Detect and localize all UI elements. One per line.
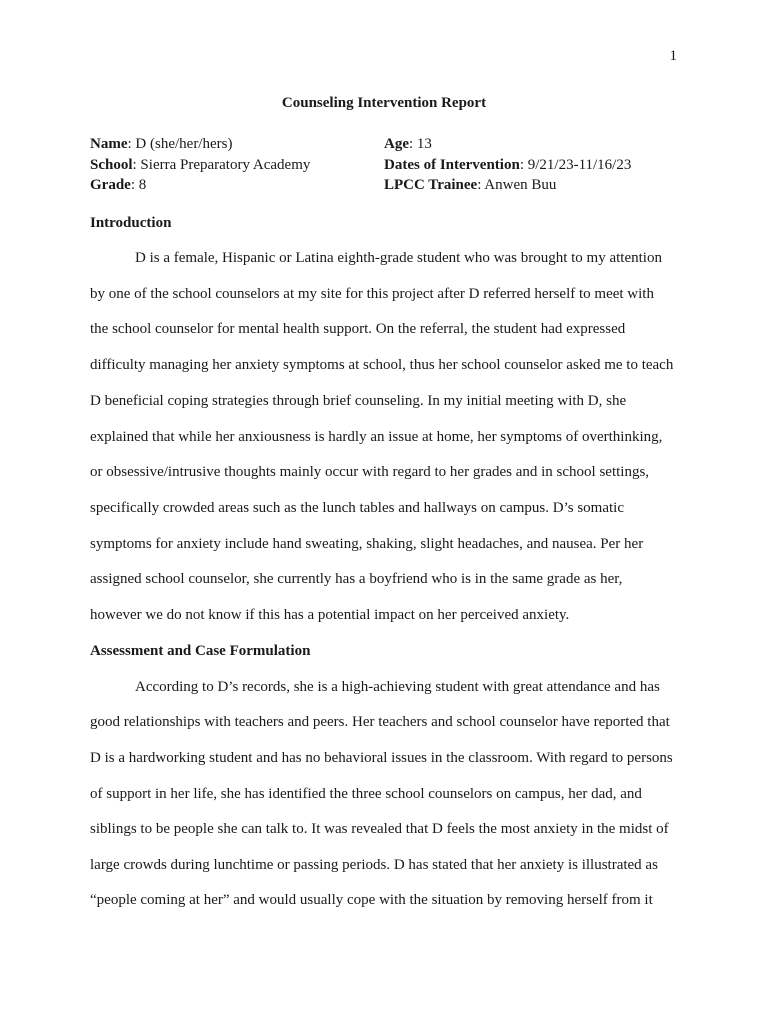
age-field [384,134,432,155]
introduction-line: the school counselor for mental health support. On the referral, the student had expressed [90,321,626,337]
assessment-line: D is a hardworking student and has no behavioral issues in the classroom. With regard to persons [90,750,673,766]
introduction-line: by one of the school counselors at my site for this project after D referred herself to meet with [90,286,654,302]
introduction-line: specifically crowded areas such as the lunch tables and hallways on campus. D’s somatic [90,500,625,516]
age-label: Age [384,136,409,152]
school-field [90,155,310,176]
assessment-line: “people coming at her” and would usually cope with the situation by removing herself from it [90,892,653,908]
introduction-line: however we do not know if this has a potential impact on her perceived anxiety. [90,607,570,623]
name-field [90,134,232,155]
introduction-line: explained that while her anxiousness is hardly an issue at home, her symptoms of overthinking, [90,429,663,445]
dates-field [384,155,631,176]
report-title: Counseling Intervention Report [281,95,487,111]
assessment-line: large crowds during lunchtime or passing periods. D has stated that her anxiety is illustrated as [90,857,658,873]
introduction-line: assigned school counselor, she currently has a boyfriend who is in the same grade as her, [90,571,623,587]
grade-field [90,175,146,196]
assessment-line: According to D’s records, she is a high-achieving student with great attendance and has [135,679,660,695]
assessment-line: of support in her life, she has identified the three school counselors on campus, her dad, and [90,786,642,802]
name-value: : D (she/her/hers) [127,136,233,152]
dates-label: Dates of Intervention [384,156,520,173]
student-info [90,134,690,196]
assessment-heading: Assessment and Case Formulation [90,643,311,659]
school-value: : Sierra Preparatory Academy [132,156,311,173]
introduction-line: or obsessive/intrusive thoughts mainly occur with regard to her grades and in school settings, [90,464,650,480]
assessment-line: siblings to be people she can talk to. It was revealed that D feels the most anxiety in the midst of [90,821,669,837]
grade-value: : 8 [130,177,147,193]
grade-label: Grade [90,177,131,193]
name-label: Name [90,136,128,152]
info-row-name-age [90,134,690,155]
school-label: School [90,156,133,173]
age-value: : 13 [409,136,432,152]
introduction-heading: Introduction [90,215,172,231]
page-number: 1 [669,48,677,64]
dates-value: : 9/21/23-11/16/23 [519,156,632,173]
info-row-grade-trainee [90,175,690,196]
introduction-line: D beneficial coping strategies through brief counseling. In my initial meeting with D, she [90,393,627,409]
trainee-field [384,175,556,196]
assessment-line: good relationships with teachers and peers. Her teachers and school counselor have reported that [90,714,670,730]
trainee-label: LPCC Trainee [384,177,478,193]
info-row-school-dates [90,155,690,176]
introduction-line: difficulty managing her anxiety symptoms at school, thus her school counselor asked me to teach [90,357,674,373]
trainee-value: : Anwen Buu [477,177,557,193]
introduction-line: D is a female, Hispanic or Latina eighth-grade student who was brought to my attention [135,250,662,266]
introduction-line: symptoms for anxiety include hand sweating, shaking, slight headaches, and nausea. Per her [90,536,644,552]
